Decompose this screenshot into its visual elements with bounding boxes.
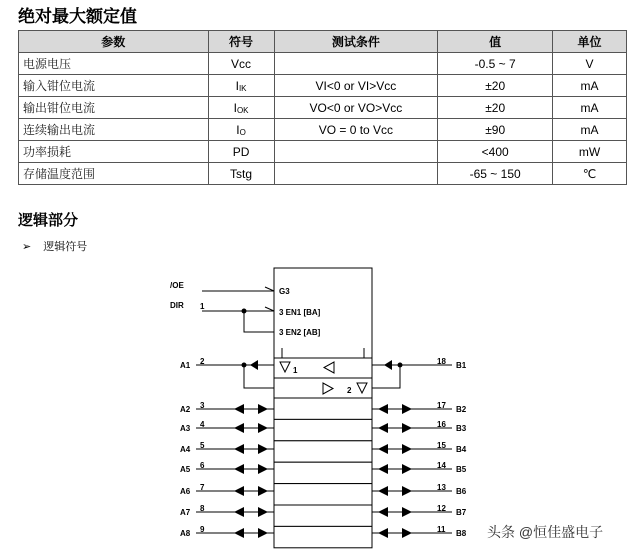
buffer-1-label: 1 [293, 366, 298, 375]
pin-number-a: 3 [200, 401, 205, 410]
cell-param: 连续输出电流 [19, 119, 209, 141]
cell-unit: mA [553, 75, 627, 97]
en1-label: 3 EN1 [BA] [279, 308, 321, 317]
symbol-text: I [235, 78, 239, 93]
section-title-logic: 逻辑部分 [18, 211, 79, 229]
arrow-left-icon [250, 360, 258, 370]
cell-value: ±90 [438, 119, 553, 141]
arrow-right-icon [258, 507, 268, 517]
pin-number-a: 6 [200, 461, 205, 470]
arrow-left-icon [234, 464, 244, 474]
arrow-left-icon [234, 404, 244, 414]
pin-number-b: 15 [437, 441, 446, 450]
pin-label-a: A1 [180, 361, 191, 370]
symbol-text: O [239, 127, 246, 137]
arrow-left-icon [378, 423, 388, 433]
pin-number-b: 14 [437, 461, 446, 470]
arrow-right-icon [258, 486, 268, 496]
arrow-right-icon [402, 464, 412, 474]
symbol-text: I [236, 122, 240, 137]
pin-label-b: B8 [456, 529, 467, 538]
arrow-right-icon [402, 528, 412, 538]
pin-label-a: A7 [180, 508, 191, 517]
pin-label-a: A2 [180, 405, 191, 414]
a-feedback [244, 365, 274, 388]
arrow-left-icon [378, 528, 388, 538]
arrow-right-icon [402, 423, 412, 433]
section-title-absolute-max: 绝对最大额定值 [18, 7, 137, 27]
cell-value: <400 [438, 141, 553, 163]
cell-unit: V [553, 53, 627, 75]
pin-number-b: 12 [437, 504, 446, 513]
symbol-text: OK [236, 105, 249, 115]
pin-number-a: 5 [200, 441, 205, 450]
pin-number-a: 2 [200, 357, 205, 366]
channel-block [274, 484, 372, 505]
pin-number-a: 9 [200, 525, 205, 534]
cell-value: ±20 [438, 97, 553, 119]
cell-unit: mA [553, 97, 627, 119]
cell-value: ±20 [438, 75, 553, 97]
arrow-left-icon [378, 404, 388, 414]
arrow-right-icon [258, 464, 268, 474]
watermark: 头条 @恒佳盛电子 [487, 524, 604, 540]
arrow-right-icon [402, 444, 412, 454]
cell-condition: VO<0 or VO>Vcc [274, 97, 438, 119]
symbol-text: I [233, 100, 237, 115]
pin-number-b: 13 [437, 483, 446, 492]
arrow-left-icon [234, 486, 244, 496]
channel-block [274, 462, 372, 483]
symbol-text: Tstg [230, 166, 253, 181]
arrow-right-icon [258, 423, 268, 433]
cell-value: -0.5 ~ 7 [438, 53, 553, 75]
cell-param: 功率损耗 [19, 141, 209, 163]
channel-block [274, 526, 372, 547]
pin-label-a: A5 [180, 465, 191, 474]
pin-label-b: B7 [456, 508, 467, 517]
arrow-left-icon [234, 528, 244, 538]
arrow-right-icon [402, 507, 412, 517]
pin-label-b: B4 [456, 445, 467, 454]
pin-number-b: 18 [437, 357, 446, 366]
cell-condition: VO = 0 to Vcc [274, 119, 438, 141]
arrow-right-icon [258, 404, 268, 414]
pin-label-a: A3 [180, 424, 191, 433]
pin-number-b: 17 [437, 401, 446, 410]
arrow-left-icon [234, 507, 244, 517]
bullet-arrow-icon: ➢ [22, 241, 32, 253]
pin-number-a: 4 [200, 420, 205, 429]
arrow-right-icon [402, 486, 412, 496]
header-value: 值 [438, 31, 553, 53]
pin-number-b: 11 [437, 525, 446, 534]
dir-label: DIR [170, 301, 184, 310]
cell-condition: VI<0 or VI>Vcc [274, 75, 438, 97]
pin-label-b: B5 [456, 465, 467, 474]
pin-label-a: A8 [180, 529, 191, 538]
channel-block [274, 505, 372, 526]
cell-param: 存储温度范围 [19, 163, 209, 185]
pin-number-a: 8 [200, 504, 205, 513]
header-unit: 单位 [553, 31, 627, 53]
arrow-left-icon [378, 444, 388, 454]
en2-label: 3 EN2 [AB] [279, 328, 321, 337]
arrow-right-icon [258, 528, 268, 538]
arrow-left-icon [378, 507, 388, 517]
pin-label-a: A6 [180, 487, 191, 496]
cell-value: -65 ~ 150 [438, 163, 553, 185]
buffer-2-label: 2 [347, 386, 352, 395]
g3-label: G3 [279, 287, 290, 296]
arrow-left-icon [378, 486, 388, 496]
cell-unit: ℃ [553, 163, 627, 185]
symbol-text: IK [238, 83, 247, 93]
pin-label-b: B1 [456, 361, 467, 370]
arrow-right-icon [258, 444, 268, 454]
bullet-label: 逻辑符号 [43, 241, 88, 253]
arrow-left-icon [384, 360, 392, 370]
arrow-left-icon [378, 464, 388, 474]
header-symbol: 符号 [208, 31, 274, 53]
header-param: 参数 [19, 31, 209, 53]
symbol-text: Vcc [231, 56, 252, 71]
pin-number-b: 16 [437, 420, 446, 429]
pin-label-b: B6 [456, 487, 467, 496]
cell-param: 输出钳位电流 [19, 97, 209, 119]
arrow-right-icon [402, 404, 412, 414]
oe-label: /OE [170, 281, 184, 290]
junction-dot [242, 309, 247, 314]
cell-param: 输入钳位电流 [19, 75, 209, 97]
pin-label-b: B2 [456, 405, 467, 414]
b-feedback [372, 365, 400, 388]
pin-label-a: A4 [180, 445, 191, 454]
cell-param: 电源电压 [19, 53, 209, 75]
arrow-left-icon [234, 444, 244, 454]
pin-number-a: 7 [200, 483, 205, 492]
dir-pin: 1 [200, 302, 205, 311]
symbol-text: PD [232, 144, 250, 159]
arrow-left-icon [234, 423, 244, 433]
channel-block [274, 419, 372, 440]
pin-label-b: B3 [456, 424, 467, 433]
cell-unit: mA [553, 119, 627, 141]
channel-block [274, 398, 372, 419]
header-condition: 测试条件 [274, 31, 438, 53]
cell-unit: mW [553, 141, 627, 163]
channel-block [274, 441, 372, 462]
